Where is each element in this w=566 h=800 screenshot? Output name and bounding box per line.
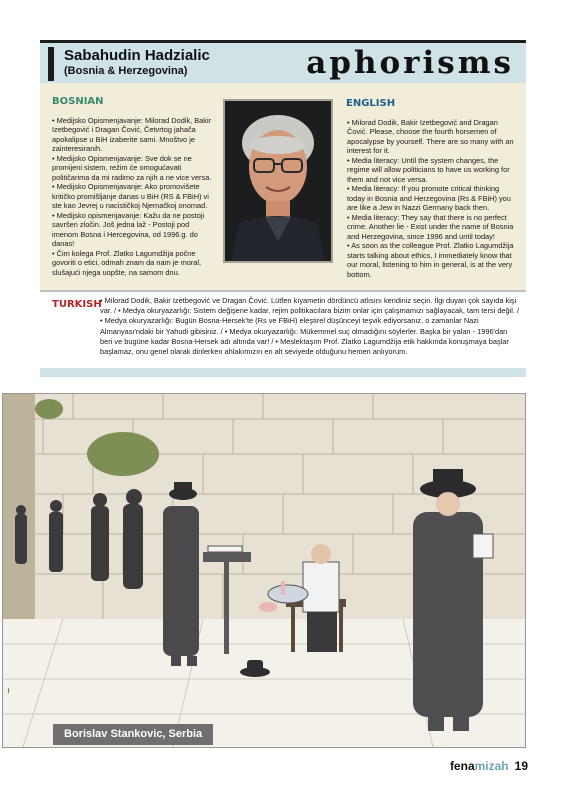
bosnian-paragraph: • Medijsko Opismenjavanje: Milorad Dodik, Bakir Izetbegović i Dragan Čović, Četvrtog jahača apokalipse u BiH izaberite sami. Mnoštvo je zainteresiranih. [52,116,212,154]
author-name: Sabahudin Hadzialic [64,47,210,64]
magazine-brand-part2: mizah [474,759,509,773]
bosnian-paragraph: • Medijsko Opismenjavanje: Ako promovišete kritičko promišljanje danas u BiH (RS & FBiH) vi ste kao Jevrej u nacističkoj Njemačkoj onomad. [52,182,209,211]
cartoon-credit-text: Borislav Stankovic, Serbia [64,728,203,740]
author-photo [223,99,333,263]
bosnian-paragraph: • Medijsko opismenjavanje: Kažu da ne postoji savršen zločin. Još jedna laž - Postoji pod imenom Bosna i Hercegovina, od 1996.g. do danas! [52,210,205,249]
english-paragraph: • Media literacy: They say that there is no perfect crime. Another lie - Exist under the name of Bosnia and Herzegovina, since 1996 and until today! [347,212,514,241]
turkish-text: • Milorad Dodik, Bakir Izetbegović ve Dragan Čović. Lütfen kıyametin dördüncü atlısını kendiniz seçin. İlgi duyan çok sayıda kişi var. / • Medya okuryazarlığı: Sistem değişene kadar, rejim politikacılara bizim onlar için çalışmamızı sağlayacak, tam tersi değil. / • Medya okuryazarlığı: Bugün Bosna-Hersek'te (Rs ve FBiH) eleştirel düşünceyi teşvik ediyorsanız, o zamanlar Nazi Almanyası'ndaki bir Yahudi gibisiniz. / • Medya okuryazarlığı: Mükemmel suç olmadığını söylerler. Başka bir yalan - 1996'dan beri ve bugüne kadar Bosna-Hersek adı altında var! / • Meslektaşım Prof. Zlatko Lagumdžija etik hakkında konuşmaya başlar başlamaz, onu genel olarak dinlerken ahlakımızın en alt seviyede olduğunu hemen anlıyorum. [100,296,520,357]
english-paragraph: • Milorad Dodik, Bakir Izetbegović and Dragan Čović. Please, choose the fourth horsemen of apocalypse by yourself. There are so many with an interest for it. [347,118,514,156]
bosnian-paragraph: • Medijsko Opismenjavanje: Sve dok se ne promijeni sistem, režim će omogućavati političarima da mi radimo za njih a ne vice versa. [52,153,212,182]
english-label: ENGLISH [346,98,396,109]
svg-text:~: ~ [4,687,13,694]
cartoon-drawing [3,394,525,747]
english-paragraph: • Media literacy: If you promote critical thinking today in Bosnia and Herzegovina (Rs & FBiH) you are like a Jew in Nazzi Germany back then. [347,184,511,213]
section-title: aphorisms [306,45,514,81]
section-divider [40,368,526,377]
cartoon-illustration [2,393,526,748]
article-header [40,40,526,83]
magazine-brand-part1: fena [449,759,475,773]
english-paragraph: • Media literacy: Until the system changes, the regime will allow politicians to have us working for them and not vice versa. [347,155,510,184]
bosnian-label: BOSNIAN [52,96,104,107]
page-number: 19 [514,759,528,773]
page-footer [450,759,528,773]
bosnian-column [52,116,217,277]
turkish-section [40,290,526,368]
turkish-label: TURKISH [52,299,102,310]
author-country: (Bosnia & Herzegovina) [64,65,188,77]
author-portrait-image [225,101,331,261]
cartoon-credit [53,724,213,745]
aphorisms-panel [40,83,526,290]
header-accent-bar [48,47,54,81]
english-paragraph: • As soon as the colleague Prof. Zlatko Lagumdžija starts talking about ethics, I immediately know that our moral, listening to him in general, is at the very bottom. [347,241,514,279]
english-column [347,118,517,279]
bosnian-paragraph: • Čim kolega Prof. Zlatko Lagumdžija počne govoriti o etici, odmah znam da nam je moral, slušajući njega uopšte, na samom dnu. [52,248,202,277]
